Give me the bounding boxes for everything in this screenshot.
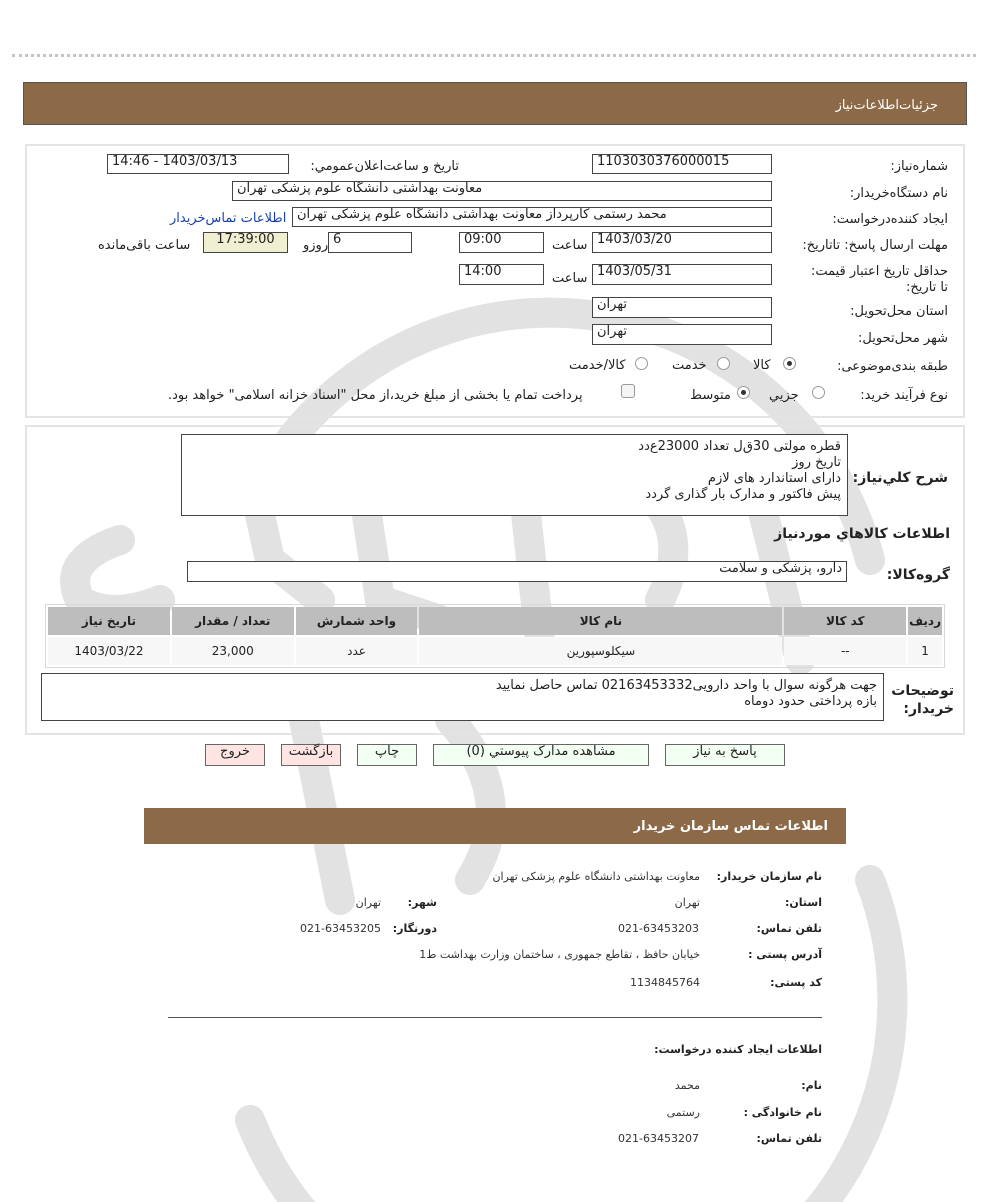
summary-line: پيش فاکتور و مدارک بار گذاری گردد: [645, 487, 841, 502]
requester-family-label: نام خانوادگی :: [743, 1106, 822, 1119]
contact-province-label: استان:: [785, 896, 822, 909]
page-title: جزئیات‌اطلاعات‌نیاز: [835, 98, 938, 113]
remaining-label: ساعت باقی‌مانده: [98, 238, 191, 253]
need-number-label: شماره‌نیاز:: [890, 159, 948, 174]
contact-fax-value: 021-63453205: [300, 922, 381, 935]
buyer-notes-line: بازه پرداختی حدود دوماه: [744, 694, 877, 709]
contact-address-value: خیابان حافظ ، تقاطع جمهوری ، ساختمان وزارت بهداشت ط1: [419, 948, 700, 961]
cell-unit: عدد: [296, 637, 418, 665]
deadline-label: مهلت ارسال پاسخ: تاتاريخ:: [802, 238, 948, 253]
print-button[interactable]: چاپ: [357, 744, 417, 766]
col-row: رديف: [908, 607, 942, 635]
requester-name-label: نام:: [801, 1079, 822, 1092]
summary-box: [181, 434, 848, 516]
col-name: نام کالا: [419, 607, 782, 635]
contact-postal-label: کد پستی:: [770, 976, 822, 989]
cell-code: --: [784, 637, 906, 665]
buyer-notes-box: [41, 673, 884, 721]
attachments-button[interactable]: مشاهده مدارک پیوستي (0): [433, 744, 649, 766]
contact-phone-value: 021-63453203: [618, 922, 699, 935]
cell-name: سيکلوسپورين: [419, 637, 782, 665]
announce-label: تاریخ و ساعت‌اعلان‌عمومي:: [310, 159, 459, 174]
buyer-notes-line: جهت هرگونه سوال با واحد دارويی02163453332 تماس حاصل نماييد: [495, 678, 877, 693]
process-minor-label: جزيي: [769, 388, 799, 403]
contact-city-label: شهر:: [407, 896, 437, 909]
contact-title-bar: [144, 808, 846, 844]
back-button[interactable]: بازگشت: [281, 744, 341, 766]
province-label: استان محل‌تحويل:: [850, 304, 948, 319]
col-unit: واحد شمارش: [296, 607, 418, 635]
category-radio-goods-service[interactable]: [635, 357, 648, 370]
creator-label: ایجاد کننده‌درخواست:: [832, 212, 948, 227]
remaining-time-field: 17:39:00: [203, 232, 288, 253]
items-table-wrap: [45, 604, 945, 668]
summary-label: شرح کلي‌نياز:: [852, 470, 948, 486]
contact-city-value: تهران: [355, 896, 381, 909]
city-field: تهران: [592, 324, 772, 345]
cell-row: 1: [908, 637, 942, 665]
validity-label: حداقل تاريخ اعتبار قيمت: تا تاريخ:: [810, 264, 948, 295]
process-radio-medium[interactable]: [737, 386, 750, 399]
validity-time-label: ساعت: [552, 271, 588, 286]
buyer-org-label: نام دستگاه‌خريدار:: [849, 186, 948, 201]
contact-divider: [168, 1017, 822, 1018]
deadline-date-field: 1403/03/20: [592, 232, 772, 253]
deadline-time-field: 09:00: [459, 232, 544, 253]
deadline-time-label: ساعت: [552, 238, 588, 253]
treasury-checkbox[interactable]: [621, 384, 635, 398]
exit-button[interactable]: خروج: [205, 744, 265, 766]
validity-date-field: 1403/05/31: [592, 264, 772, 285]
goods-group-label: گروه‌کالا:: [886, 567, 950, 583]
summary-line: دارای استاندارد های لازم: [707, 471, 841, 486]
buyer-notes-label: [891, 682, 954, 718]
buyer-notes-label-1: توضيحات: [891, 683, 954, 699]
contact-address-label: آدرس پستی :: [748, 948, 822, 961]
items-table: [46, 605, 944, 667]
category-label: طبقه بندی‌موضوعی:: [837, 359, 948, 374]
process-radio-minor[interactable]: [812, 386, 825, 399]
category-radio-service[interactable]: [717, 357, 730, 370]
requester-phone-label: تلفن تماس:: [756, 1132, 822, 1145]
table-header-row: [48, 607, 942, 635]
col-code: کد کالا: [784, 607, 906, 635]
page-title-bar: [23, 82, 967, 125]
requester-family-value: رستمی: [666, 1106, 700, 1119]
buyer-notes-label-2: خريدار:: [903, 701, 954, 717]
contact-org-value: معاونت بهداشتی دانشگاه علوم پزشکی تهران: [492, 870, 700, 883]
category-service-label: خدمت: [672, 358, 707, 373]
requester-name-value: محمد: [674, 1079, 700, 1092]
buyer-contact-link[interactable]: اطلاعات تماس‌خريدار: [170, 211, 287, 226]
category-goods-service-label: کالا/خدمت: [569, 358, 626, 373]
treasury-note: پرداخت تمام يا بخشی از مبلغ خريد،از محل "اسناد خزانه اسلامی" خواهد بود.: [168, 388, 583, 403]
validity-time-field: 14:00: [459, 264, 544, 285]
table-row: [48, 637, 942, 665]
contact-title: اطلاعات تماس سازمان خریدار: [633, 819, 828, 834]
col-qty: تعداد / مقدار: [172, 607, 294, 635]
city-label: شهر محل‌تحويل:: [858, 331, 948, 346]
announce-field: 1403/03/13 - 14:46: [107, 154, 289, 174]
contact-org-label: نام سازمان خریدار:: [716, 870, 822, 883]
process-label: نوع فرآيند خريد:: [860, 388, 948, 403]
col-date: تاريخ نياز: [48, 607, 170, 635]
goods-info-title: اطلاعات کالاهاي مورد‌نياز: [774, 526, 950, 542]
contact-fax-label: دورنگار:: [392, 922, 437, 935]
days-field: 6: [328, 232, 412, 253]
buyer-org-field: معاونت بهداشتی دانشگاه علوم پزشکی تهران: [232, 181, 772, 201]
contact-postal-value: 1134845764: [630, 976, 700, 989]
top-divider: [12, 54, 976, 57]
requester-title: اطلاعات ایجاد کننده درخواست:: [654, 1043, 822, 1056]
cell-date: 1403/03/22: [48, 637, 170, 665]
contact-phone-label: تلفن تماس:: [756, 922, 822, 935]
reply-button[interactable]: پاسخ به نیاز: [665, 744, 785, 766]
need-number-field: 1103030376000015: [592, 154, 772, 174]
process-medium-label: متوسط: [690, 388, 731, 403]
creator-field: محمد رستمی کارپرداز معاونت بهداشتی دانشگاه علوم پزشکی تهران: [292, 207, 772, 227]
summary-line: قطره مولتی 30ق‌ل تعداد 23000ع‌دد: [638, 439, 841, 454]
days-label: روزو: [303, 238, 329, 253]
category-goods-label: کالا: [753, 358, 771, 373]
contact-province-value: تهران: [674, 896, 700, 909]
cell-qty: 23,000: [172, 637, 294, 665]
province-field: تهران: [592, 297, 772, 318]
summary-line: تاريخ روز: [792, 455, 841, 470]
requester-phone-value: 021-63453207: [618, 1132, 699, 1145]
category-radio-goods[interactable]: [783, 357, 796, 370]
goods-group-field: دارو، پزشکی و سلامت: [187, 561, 847, 582]
